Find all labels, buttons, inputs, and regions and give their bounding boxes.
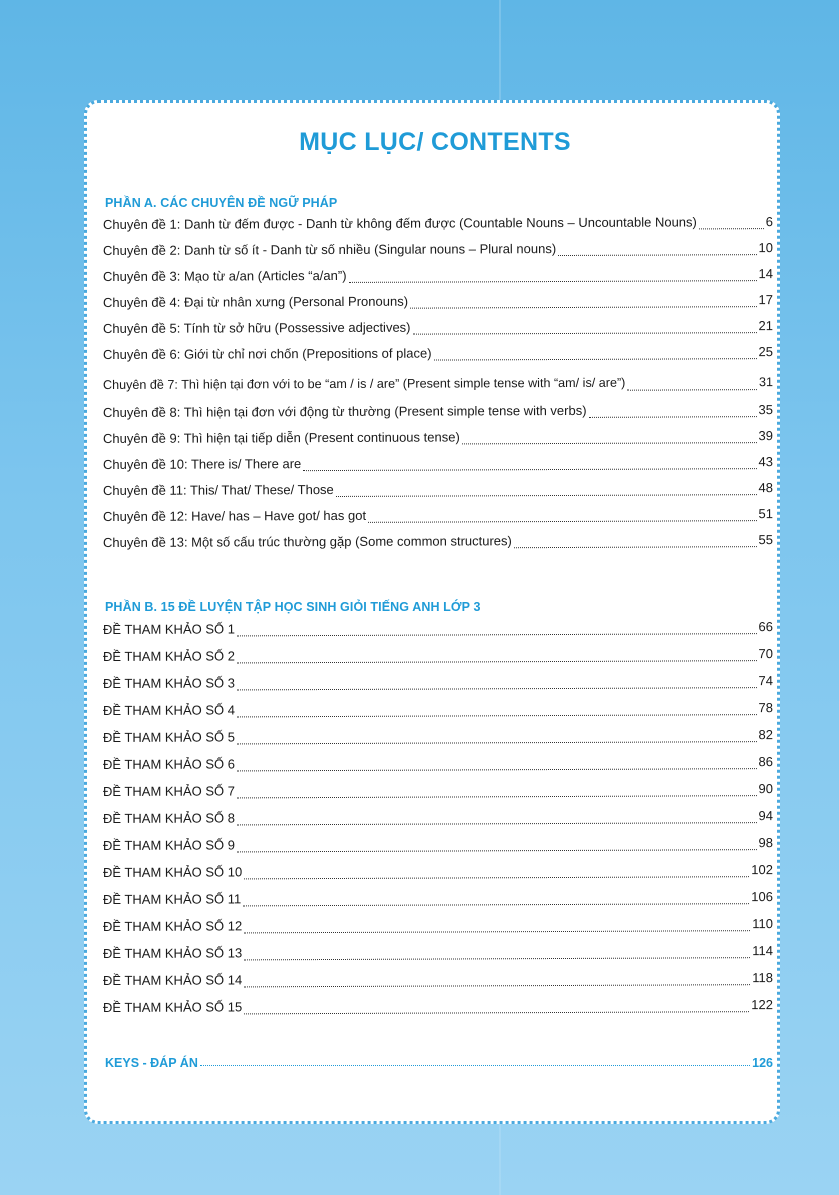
dot-leader: [410, 305, 757, 309]
toc-entry-page: 122: [751, 997, 774, 1013]
keys-label: KEYS - ĐÁP ÁN: [105, 1056, 198, 1070]
toc-entry-page: 110: [752, 916, 774, 932]
dot-leader: [237, 794, 757, 798]
toc-entry[interactable]: [103, 506, 773, 529]
toc-entry[interactable]: [103, 808, 773, 831]
toc-entry[interactable]: [103, 375, 773, 398]
dot-leader: [237, 821, 757, 825]
toc-entry[interactable]: [103, 781, 773, 804]
toc-entry-label: ĐỀ THAM KHẢO SỐ 12: [102, 918, 243, 934]
toc-entry-label: ĐỀ THAM KHẢO SỐ 14: [102, 972, 243, 988]
dot-leader: [244, 875, 749, 879]
dot-leader: [462, 441, 757, 444]
dot-leader: [244, 1010, 749, 1014]
toc-entry-page: 86: [758, 754, 774, 770]
toc-entry[interactable]: [103, 673, 773, 696]
toc-entry[interactable]: [103, 943, 773, 966]
toc-entry-page: 82: [758, 727, 774, 743]
toc-entry[interactable]: [103, 480, 773, 503]
toc-entry-page: 48: [758, 480, 774, 496]
toc-entry[interactable]: [103, 889, 773, 912]
toc-entry-page: 55: [758, 532, 774, 548]
dot-leader: [558, 253, 756, 256]
toc-entry-label: Chuyên đề 3: Mạo từ a/an (Articles “a/an”): [102, 267, 347, 284]
toc-entry[interactable]: [103, 970, 773, 993]
toc-entry-page: 114: [752, 943, 774, 959]
dot-leader: [434, 357, 757, 360]
dot-leader: [200, 1064, 750, 1066]
dot-leader: [237, 713, 757, 717]
toc-entry-page: 25: [758, 344, 774, 360]
toc-entry-label: ĐỀ THAM KHẢO SỐ 5: [102, 729, 235, 745]
dot-leader: [237, 767, 757, 771]
toc-entry-label: ĐỀ THAM KHẢO SỐ 4: [102, 702, 235, 718]
toc-entry-page: 14: [758, 266, 774, 282]
toc-entry-label: Chuyên đề 5: Tính từ sở hữu (Possessive adjectives): [102, 319, 411, 336]
toc-entry-label: ĐỀ THAM KHẢO SỐ 7: [102, 783, 235, 799]
toc-entry-page: 94: [758, 808, 774, 824]
toc-entry-page: 90: [758, 781, 774, 797]
toc-entry-label: Chuyên đề 1: Danh từ đếm được - Danh từ không đếm được (Countable Nouns – Uncountable Nouns): [102, 214, 697, 232]
toc-entry[interactable]: [103, 402, 773, 425]
toc-entry-page: 74: [758, 673, 774, 689]
dot-leader: [627, 388, 757, 391]
toc-entry[interactable]: [103, 266, 773, 289]
toc-entry[interactable]: [103, 214, 773, 237]
toc-entry-label: ĐỀ THAM KHẢO SỐ 13: [102, 945, 243, 961]
toc-entry-label: Chuyên đề 11: This/ That/ These/ Those: [102, 481, 334, 498]
dot-leader: [237, 632, 757, 636]
toc-entry[interactable]: [103, 727, 773, 750]
dot-leader: [244, 983, 750, 987]
toc-entry-label: Chuyên đề 10: There is/ There are: [102, 456, 302, 472]
dot-leader: [413, 331, 757, 335]
toc-entry-label: Chuyên đề 9: Thì hiện tại tiếp diễn (Present continuous tense): [102, 429, 460, 446]
toc-entry-page: 70: [758, 646, 774, 662]
page-title: MỤC LỤC/ CONTENTS: [299, 128, 571, 156]
dot-leader: [368, 519, 756, 523]
toc-entry-label: Chuyên đề 2: Danh từ số ít - Danh từ số nhiều (Singular nouns – Plural nouns): [102, 241, 557, 258]
dot-leader: [303, 467, 756, 471]
toc-entry-label: ĐỀ THAM KHẢO SỐ 2: [102, 648, 235, 664]
toc-entry-label: ĐỀ THAM KHẢO SỐ 15: [102, 999, 243, 1015]
toc-entry-page: 102: [751, 862, 774, 878]
keys-entry[interactable]: [105, 1056, 773, 1070]
keys-page: 126: [752, 1056, 773, 1070]
dot-leader: [589, 415, 757, 418]
dot-leader: [349, 279, 757, 283]
toc-entry-page: 10: [758, 240, 774, 256]
toc-entry[interactable]: [103, 916, 773, 939]
toc-entry[interactable]: [103, 532, 773, 555]
toc-entry[interactable]: [103, 997, 773, 1020]
toc-entry[interactable]: [103, 619, 773, 642]
toc-entry[interactable]: [103, 292, 773, 315]
toc-entry-label: ĐỀ THAM KHẢO SỐ 10: [102, 864, 243, 880]
dot-leader: [237, 740, 757, 744]
part-b-heading: PHẦN B. 15 ĐỀ LUYỆN TẬP HỌC SINH GIỎI TIẾNG ANH LỚP 3: [105, 600, 481, 614]
toc-entry-page: 51: [758, 506, 774, 522]
toc-entry[interactable]: [103, 454, 773, 477]
toc-entry-page: 78: [758, 700, 774, 716]
toc-entry[interactable]: [103, 700, 773, 723]
toc-entry[interactable]: [103, 835, 773, 858]
toc-entry[interactable]: [103, 318, 773, 341]
dot-leader: [243, 902, 749, 906]
toc-entry-label: Chuyên đề 8: Thì hiện tại đơn với động từ thường (Present simple tense with verbs): [102, 402, 587, 420]
toc-entry-label: Chuyên đề 13: Một số cấu trúc thường gặp (Some common structures): [102, 533, 512, 550]
toc-entry-page: 21: [758, 318, 774, 334]
dot-leader: [237, 848, 757, 852]
toc-entry-page: 6: [765, 214, 774, 230]
toc-entry[interactable]: [103, 862, 773, 885]
toc-entry-page: 66: [758, 619, 774, 635]
dot-leader: [237, 686, 757, 690]
toc-entry[interactable]: [103, 646, 773, 669]
dot-leader: [244, 956, 750, 960]
toc-entry-label: Chuyên đề 4: Đại từ nhân xưng (Personal Pronouns): [102, 293, 409, 310]
contents-card: [84, 100, 780, 1124]
toc-entry-label: Chuyên đề 7: Thì hiện tại đơn với to be “am / is / are” (Present simple tense with “am/ is/ are”): [102, 375, 626, 392]
dot-leader: [699, 227, 764, 229]
toc-entry[interactable]: [103, 240, 773, 263]
dot-leader: [514, 545, 757, 548]
toc-entry-label: ĐỀ THAM KHẢO SỐ 1: [102, 621, 235, 637]
dot-leader: [244, 929, 750, 933]
toc-entry-label: Chuyên đề 12: Have/ has – Have got/ has got: [102, 507, 367, 524]
toc-entry-page: 31: [758, 375, 774, 390]
toc-entry[interactable]: [103, 428, 773, 451]
toc-entry-page: 43: [758, 454, 774, 470]
dot-leader: [237, 659, 757, 663]
dot-leader: [336, 493, 757, 497]
toc-entry-page: 98: [758, 835, 774, 851]
toc-entry-label: ĐỀ THAM KHẢO SỐ 9: [102, 837, 235, 853]
toc-entry[interactable]: [103, 754, 773, 777]
toc-entry[interactable]: [103, 344, 773, 367]
toc-entry-label: ĐỀ THAM KHẢO SỐ 11: [102, 891, 242, 907]
toc-entry-label: ĐỀ THAM KHẢO SỐ 6: [102, 756, 235, 772]
toc-entry-page: 118: [752, 970, 774, 986]
toc-entry-label: ĐỀ THAM KHẢO SỐ 3: [102, 675, 235, 691]
toc-entry-page: 39: [758, 428, 774, 444]
part-a-heading: PHẦN A. CÁC CHUYÊN ĐỀ NGỮ PHÁP: [105, 196, 338, 210]
toc-entry-label: ĐỀ THAM KHẢO SỐ 8: [102, 810, 235, 826]
toc-entry-label: Chuyên đề 6: Giới từ chỉ nơi chốn (Prepositions of place): [102, 345, 432, 362]
toc-entry-page: 106: [751, 889, 774, 905]
toc-entry-page: 17: [758, 292, 774, 308]
toc-entry-page: 35: [758, 402, 774, 418]
